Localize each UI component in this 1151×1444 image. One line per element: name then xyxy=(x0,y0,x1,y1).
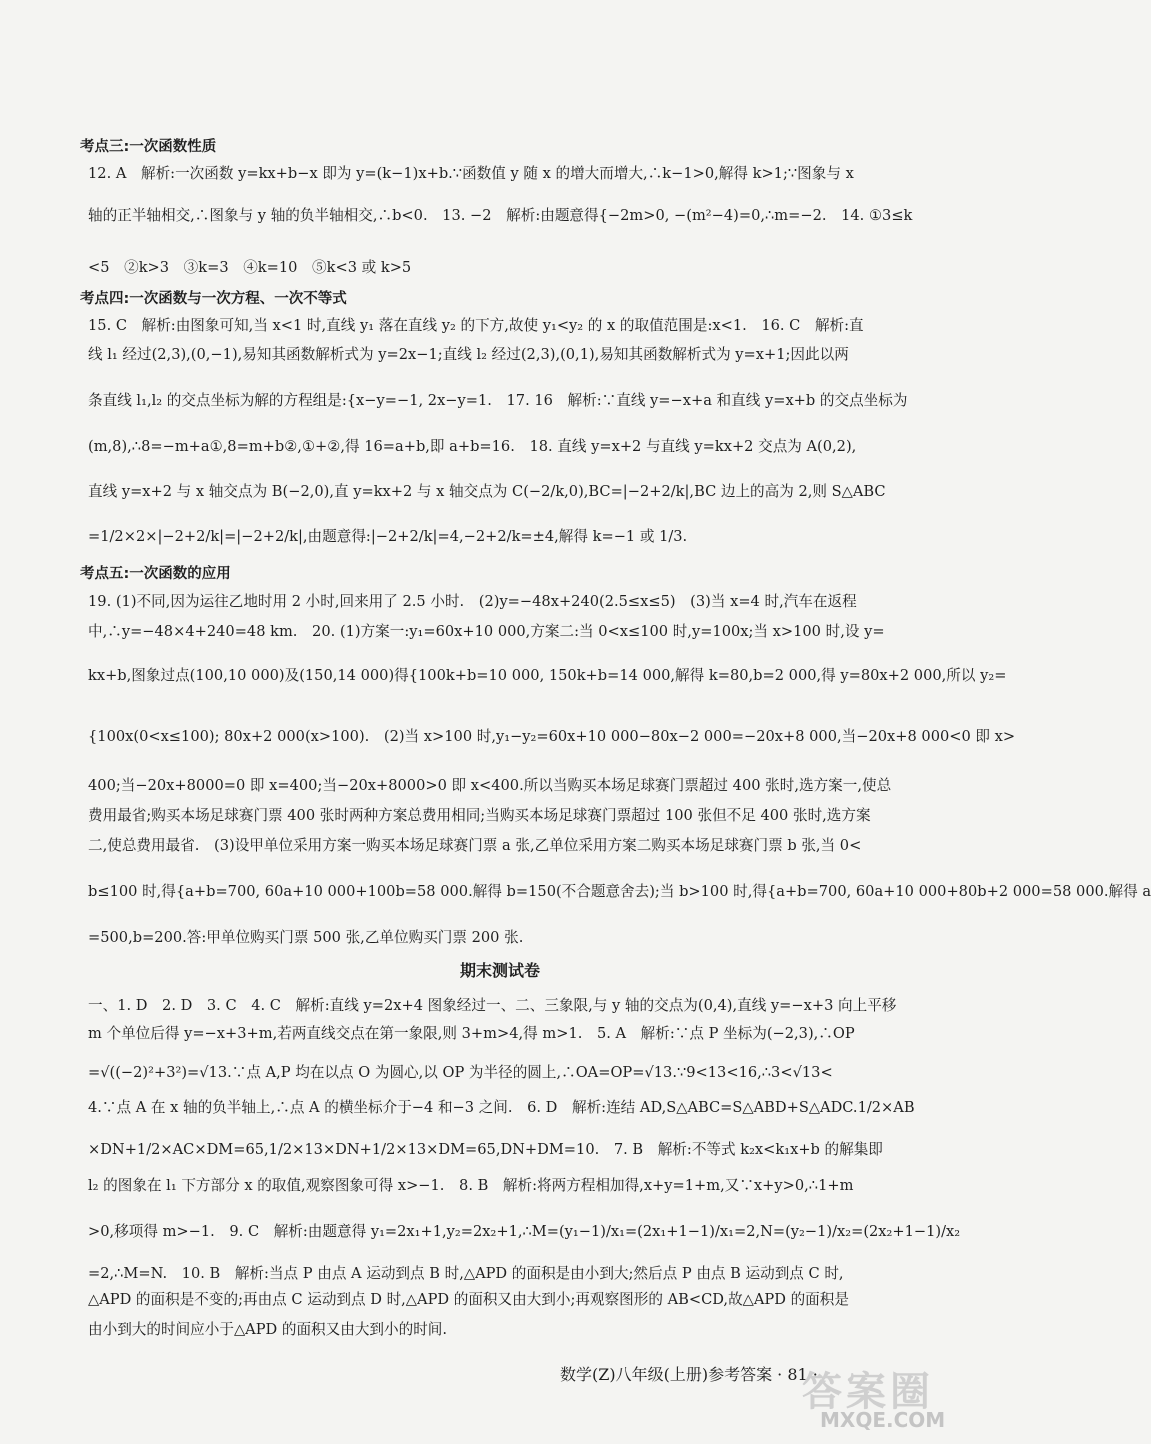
text-line: 条直线 l₁,l₂ 的交点坐标为解的方程组是:{x−y=−1, 2x−y=1. 17. 16 解析:∵直线 y=−x+a 和直线 y=x+b 的交点坐标为 xyxy=(88,392,908,409)
text-line: 轴的正半轴相交,∴图象与 y 轴的负半轴相交,∴b<0. 13. −2 解析:由题意得{−2m>0, −(m²−4)=0,∴m=−2. 14. ①3≤k xyxy=(88,207,913,224)
exam-title: 期末测试卷 xyxy=(459,961,540,980)
text-line: 由小到大的时间应小于△APD 的面积又由大到小的时间. xyxy=(88,1321,448,1338)
text-line: 费用最省;购买本场足球赛门票 400 张时两种方案总费用相同;当购买本场足球赛门票超过 100 张但不足 400 张时,选方案 xyxy=(88,807,871,824)
text-line: △APD 的面积是不变的;再由点 C 运动到点 D 时,△APD 的面积又由大到小;再观察图形的 AB<CD,故△APD 的面积是 xyxy=(88,1291,849,1308)
text-line: 一、1. D 2. D 3. C 4. C 解析:直线 y=2x+4 图象经过一、二、三象限,与 y 轴的交点为(0,4),直线 y=−x+3 向上平移 xyxy=(88,997,897,1014)
text-line: ×DN+1/2×AC×DM=65,1/2×13×DN+1/2×13×DM=65,DN+DM=10. 7. B 解析:不等式 k₂x<k₁x+b 的解集即 xyxy=(88,1141,883,1158)
text-line: kx+b,图象过点(100,10 000)及(150,14 000)得{100k+b=10 000, 150k+b=14 000,解得 k=80,b=2 000,得 y=80x+2 000,所以 y₂= xyxy=(88,667,1007,684)
text-line: l₂ 的图象在 l₁ 下方部分 x 的取值,观察图象可得 x>−1. 8. B 解析:将两方程相加得,x+y=1+m,又∵x+y>0,∴1+m xyxy=(88,1177,854,1194)
watermark-url: MXQE.COM xyxy=(820,1408,946,1432)
text-line: 15. C 解析:由图象可知,当 x<1 时,直线 y₁ 落在直线 y₂ 的下方,故使 y₁<y₂ 的 x 的取值范围是:x<1. 16. C 解析:直 xyxy=(88,317,864,334)
text-line: 12. A 解析:一次函数 y=kx+b−x 即为 y=(k−1)x+b.∵函数值 y 随 x 的增大而增大,∴k−1>0,解得 k>1;∵图象与 x xyxy=(88,165,854,182)
text-line: =2,∴M=N. 10. B 解析:当点 P 由点 A 运动到点 B 时,△APD 的面积是由小到大;然后点 P 由点 B 运动到点 C 时, xyxy=(88,1265,844,1282)
text-line: 线 l₁ 经过(2,3),(0,−1),易知其函数解析式为 y=2x−1;直线 l₂ 经过(2,3),(0,1),易知其函数解析式为 y=x+1;因此以两 xyxy=(88,346,849,363)
text-line: {100x(0<x≤100); 80x+2 000(x>100). (2)当 x>100 时,y₁−y₂=60x+10 000−80x−2 000=−20x+8 000,当−20x+8 000<0 即 x> xyxy=(88,728,1016,745)
text-line: 二,使总费用最省. (3)设甲单位采用方案一购买本场足球赛门票 a 张,乙单位采用方案二购买本场足球赛门票 b 张,当 0< xyxy=(88,837,862,854)
watermark-logo-text: 答案圈 xyxy=(802,1369,934,1415)
text-line: 直线 y=x+2 与 x 轴交点为 B(−2,0),直 y=kx+2 与 x 轴交点为 C(−2/k,0),BC=|−2+2/k|,BC 边上的高为 2,则 S△ABC xyxy=(88,483,886,500)
text-line: 中,∴y=−48×4+240=48 km. 20. (1)方案一:y₁=60x+10 000,方案二:当 0<x≤100 时,y=100x;当 x>100 时,设 y= xyxy=(88,623,885,640)
section-heading-5: 考点五:一次函数的应用 xyxy=(80,566,231,582)
text-line: =500,b=200.答:甲单位购买门票 500 张,乙单位购买门票 200 张. xyxy=(88,929,524,946)
text-line: 19. (1)不同,因为运往乙地时用 2 小时,回来用了 2.5 小时. (2)y=−48x+240(2.5≤x≤5) (3)当 x=4 时,汽车在返程 xyxy=(88,593,857,610)
text-line: =1/2×2×|−2+2/k|=|−2+2/k|,由题意得:|−2+2/k|=4,−2+2/k=±4,解得 k=−1 或 1/3. xyxy=(88,528,688,545)
text-line: m 个单位后得 y=−x+3+m,若两直线交点在第一象限,则 3+m>4,得 m>1. 5. A 解析:∵点 P 坐标为(−2,3),∴OP xyxy=(88,1025,855,1042)
text-line: =√((−2)²+3²)=√13.∵点 A,P 均在以点 O 为圆心,以 OP 为半径的圆上,∴OA=OP=√13.∵9<13<16,∴3<√13< xyxy=(88,1064,833,1081)
section-heading-3: 考点三:一次函数性质 xyxy=(80,139,217,155)
text-line: (m,8),∴8=−m+a①,8=m+b②,①+②,得 16=a+b,即 a+b=16. 18. 直线 y=x+2 与直线 y=kx+2 交点为 A(0,2), xyxy=(88,438,857,455)
text-line: b≤100 时,得{a+b=700, 60a+10 000+100b=58 000.解得 b=150(不合题意舍去);当 b>100 时,得{a+b=700, 60a+10 000+80b+2 000=58 000.解得 a xyxy=(88,883,1151,900)
watermark-logo xyxy=(792,1360,982,1432)
text-line: >0,移项得 m>−1. 9. C 解析:由题意得 y₁=2x₁+1,y₂=2x₂+1,∴M=(y₁−1)/x₁=(2x₁+1−1)/x₁=2,N=(y₂−1)/x₂=(2x₂+1−1)/x₂ xyxy=(88,1223,961,1240)
section-heading-4: 考点四:一次函数与一次方程、一次不等式 xyxy=(80,291,347,307)
text-line: 4.∵点 A 在 x 轴的负半轴上,∴点 A 的横坐标介于−4 和−3 之间. 6. D 解析:连结 AD,S△ABC=S△ABD+S△ADC.1/2×AB xyxy=(88,1099,915,1116)
text-line: 400;当−20x+8000=0 即 x=400;当−20x+8000>0 即 x<400.所以当购买本场足球赛门票超过 400 张时,选方案一,使总 xyxy=(88,777,892,794)
page-footer: 数学(Z)八年级(上册)参考答案 · 81 · xyxy=(560,1365,818,1384)
text-line: <5 ②k>3 ③k=3 ④k=10 ⑤k<3 或 k>5 xyxy=(88,259,412,276)
